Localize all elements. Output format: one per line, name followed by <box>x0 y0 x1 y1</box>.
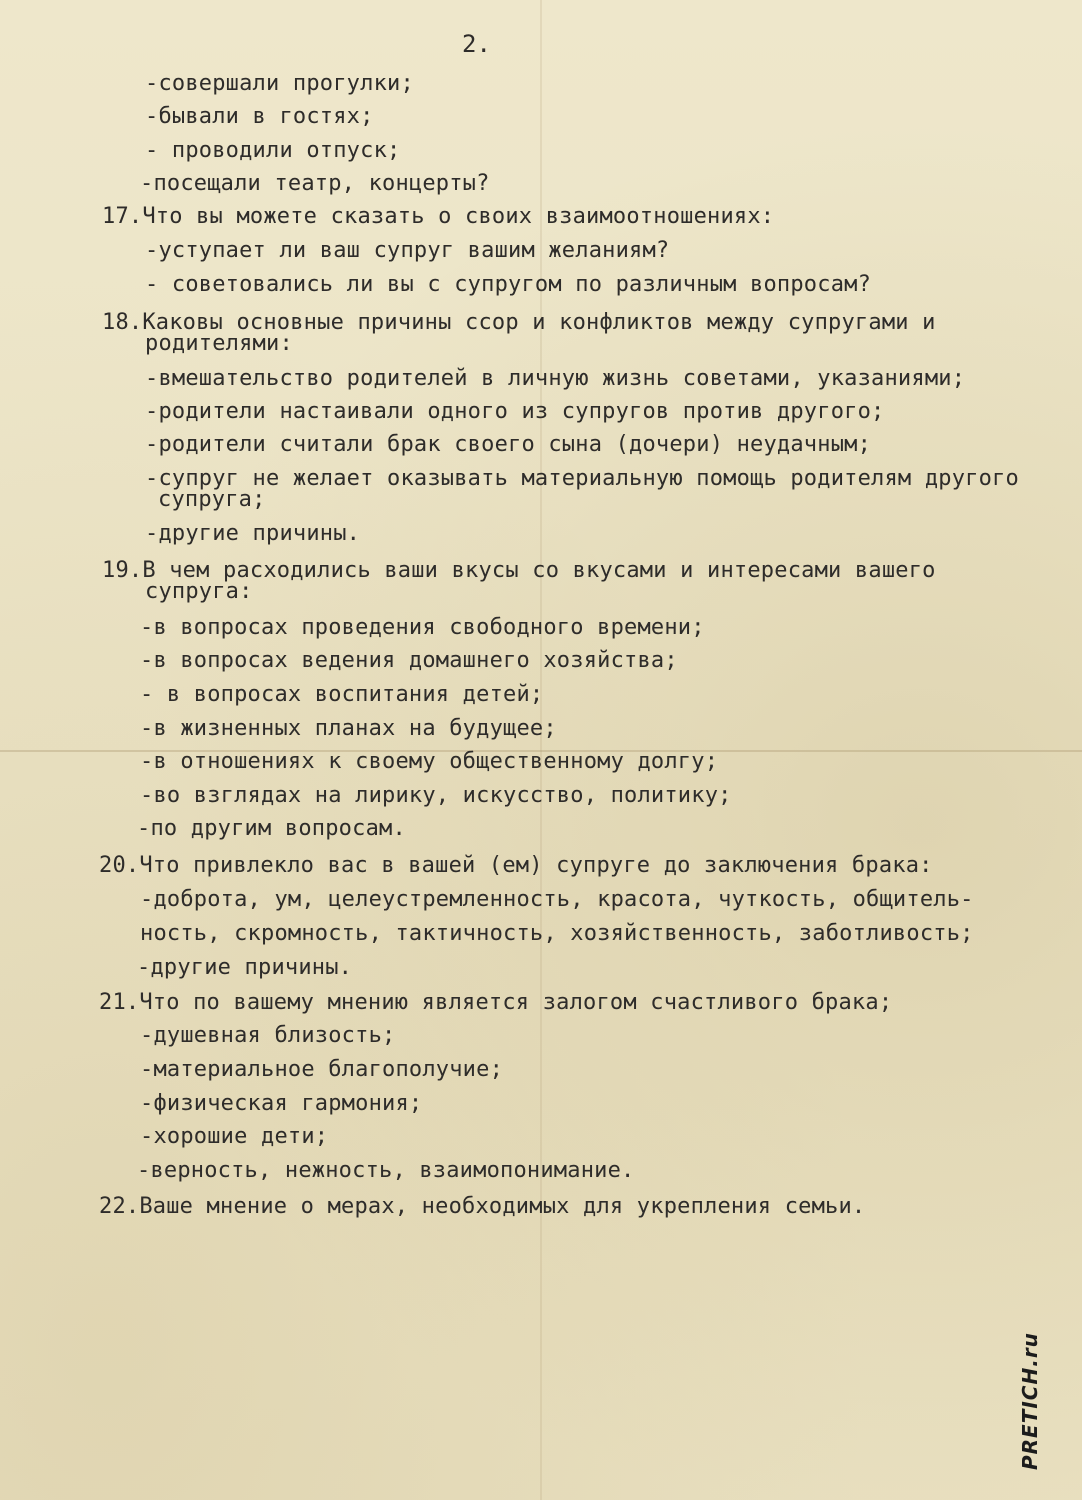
text-line: -бывали в гостях; <box>145 104 374 129</box>
text-line: - проводили отпуск; <box>145 138 401 163</box>
text-line: - советовались ли вы с супругом по различным вопросам? <box>145 272 872 297</box>
text-line: -в вопросах ведения домашнего хозяйства; <box>140 648 678 673</box>
text-line: -в вопросах проведения свободного времени; <box>140 615 705 640</box>
text-line: -во взглядах на лирику, искусство, политику; <box>140 783 732 808</box>
question-20: 20.Что привлекло вас в вашей (ем) супруге до заключения брака: <box>99 853 933 878</box>
text-line: -уступает ли ваш супруг вашим желаниям? <box>145 238 670 263</box>
text-line-cont: ность, скромность, тактичность, хозяйственность, заботливость; <box>140 921 974 946</box>
text-line: -верность, нежность, взаимопонимание. <box>137 1158 635 1183</box>
text-line: -вмешательство родителей в личную жизнь советами, указаниями; <box>145 366 966 391</box>
question-19-cont: супруга: <box>145 579 253 604</box>
question-21: 21.Что по вашему мнению является залогом счастливого брака; <box>99 990 893 1015</box>
site-watermark: PRETICH.ru <box>1018 1332 1042 1470</box>
text-line: -душевная близость; <box>140 1023 396 1048</box>
question-22: 22.Ваше мнение о мерах, необходимых для укрепления семьи. <box>99 1194 866 1219</box>
text-line: -другие причины. <box>137 955 353 980</box>
text-line-cont: супруга; <box>158 487 266 512</box>
question-19: 19.В чем расходились ваши вкусы со вкусами и интересами вашего <box>102 558 936 583</box>
text-line: -физическая гармония; <box>140 1091 423 1116</box>
question-17: 17.Что вы можете сказать о своих взаимоотношениях: <box>102 204 775 229</box>
text-line: -родители настаивали одного из супругов против другого; <box>145 399 885 424</box>
text-line: -доброта, ум, целеустремленность, красота, чуткость, общитель- <box>140 887 974 912</box>
text-line: -по другим вопросам. <box>137 816 406 841</box>
question-18-cont: родителями: <box>145 331 293 356</box>
text-line: - в вопросах воспитания детей; <box>140 682 544 707</box>
text-line: -в жизненных планах на будущее; <box>140 716 557 741</box>
text-line: -материальное благополучие; <box>140 1057 504 1082</box>
text-line: -совершали прогулки; <box>145 71 414 96</box>
text-line: -другие причины. <box>145 521 361 546</box>
text-line: -родители считали брак своего сына (дочери) неудачным; <box>145 432 872 457</box>
text-line: -в отношениях к своему общественному долгу; <box>140 749 719 774</box>
text-line: -посещали театр, концерты? <box>140 171 490 196</box>
question-18: 18.Каковы основные причины ссор и конфликтов между супругами и <box>102 310 936 335</box>
text-line: -хорошие дети; <box>140 1124 329 1149</box>
page-number: 2. <box>462 30 491 58</box>
text-line: -супруг не желает оказывать материальную помощь родителям другого <box>145 466 1019 491</box>
